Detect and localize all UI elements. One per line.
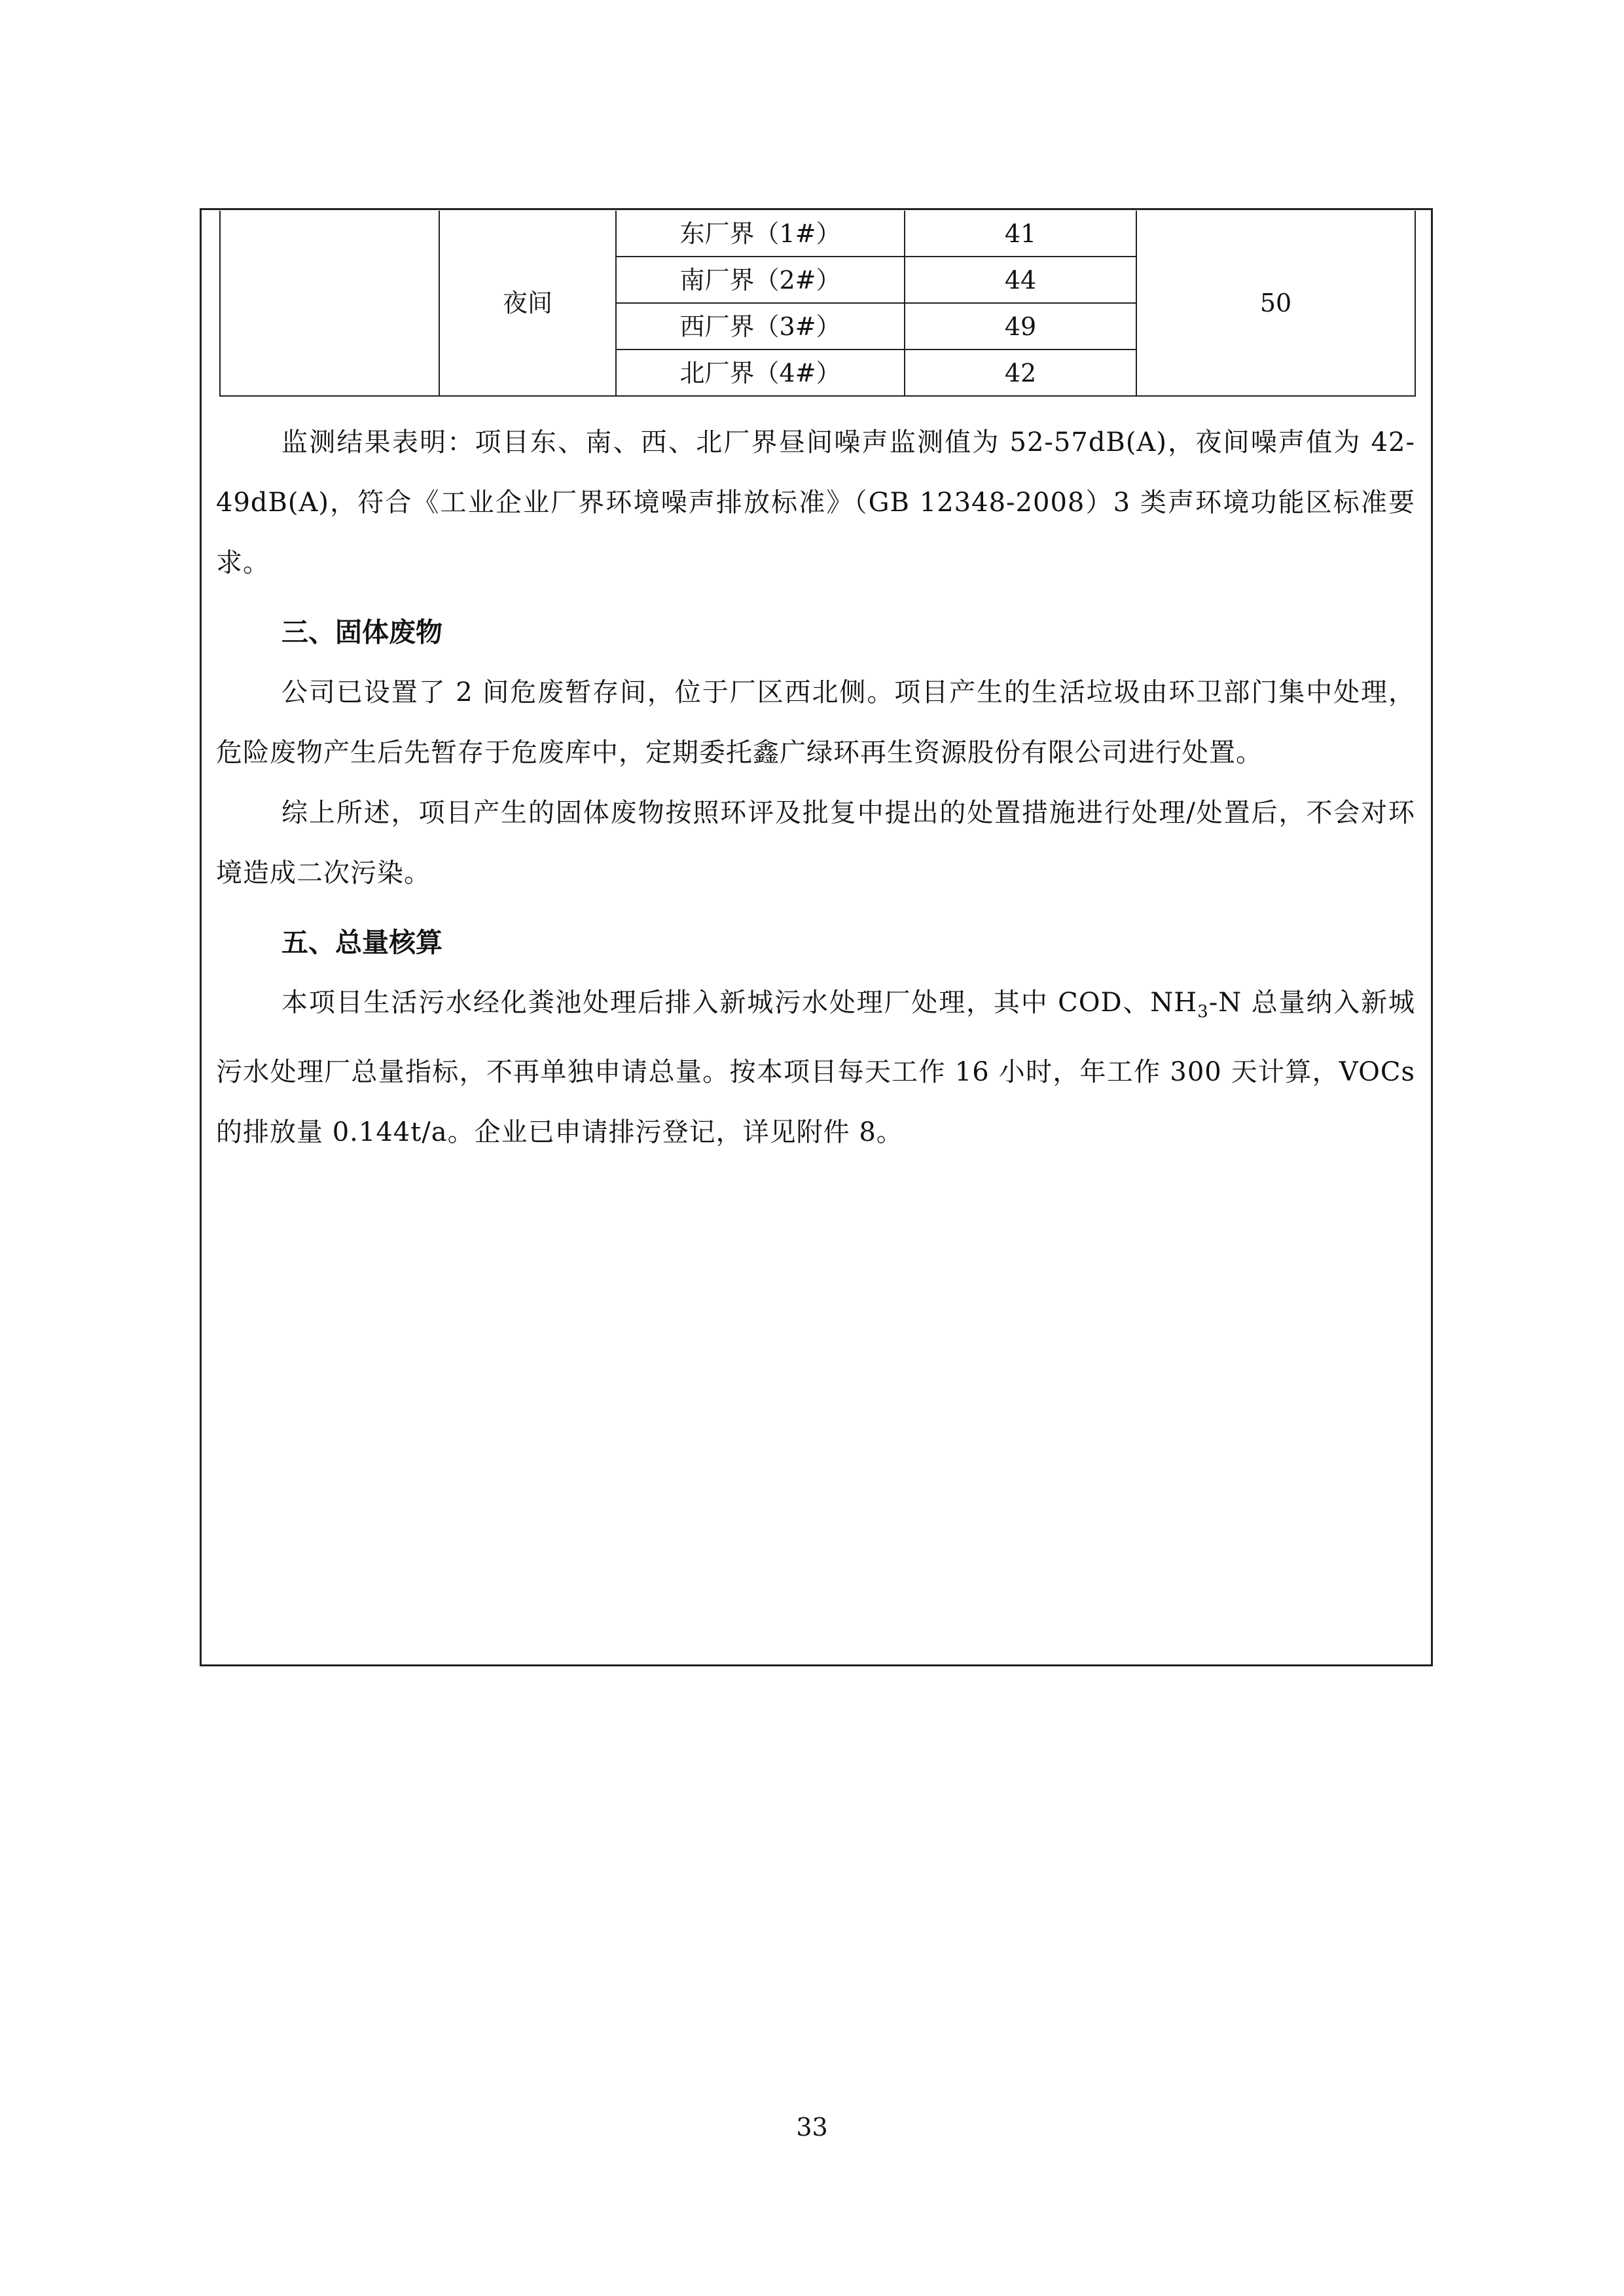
monitoring-point: 东厂界（1#）	[616, 211, 905, 257]
noise-value: 41	[905, 211, 1136, 257]
blank-cell	[220, 211, 439, 396]
noise-value: 42	[905, 350, 1136, 396]
period-cell: 夜间	[439, 211, 616, 396]
subscript-three: 3	[1197, 1002, 1209, 1022]
solid-waste-paragraph: 公司已设置了 2 间危废暂存间，位于厂区西北侧。项目产生的生活垃圾由环卫部门集中处理，危险废物产生后先暂存于危废库中，定期委托鑫广绿环再生资源股份有限公司进行处置。	[216, 677, 1415, 768]
monitoring-point: 西厂界（3#）	[616, 303, 905, 350]
monitoring-point: 南厂界（2#）	[616, 257, 905, 303]
solid-waste-summary-paragraph: 综上所述，项目产生的固体废物按照环评及批复中提出的处置措施进行处理/处置后，不会对环境造成二次污染。	[216, 798, 1415, 888]
table-row	[220, 211, 1415, 257]
section-heading-solid-waste: 三、固体废物	[281, 617, 442, 648]
noise-value: 44	[905, 257, 1136, 303]
night-noise-table	[219, 211, 1416, 397]
noise-conclusion-paragraph: 监测结果表明：项目东、南、西、北厂界昼间噪声监测值为 52-57dB(A)，夜间噪声值为 42-49dB(A)，符合《工业企业厂界环境噪声排放标准》（GB 12348-2008）3 类声环境功能区标准要求。	[216, 427, 1415, 578]
total-amount-text-part2: -N 总量纳入新城污水处理厂总量指标，不再单独申请总量。按本项目每天工作 16 小时，年工作 300 天计算，VOCs 的排放量 0.144t/a。企业已申请排污登记，详见附件 8。	[216, 988, 1415, 1147]
section-heading-total-amount: 五、总量核算	[281, 927, 442, 958]
report-body	[216, 412, 1415, 1162]
monitoring-point: 北厂界（4#）	[616, 350, 905, 396]
noise-value: 49	[905, 303, 1136, 350]
page-number: 33	[796, 2113, 828, 2142]
total-amount-text-part1: 本项目生活污水经化粪池处理后排入新城污水处理厂处理，其中 COD、NH	[281, 988, 1198, 1018]
total-amount-paragraph	[216, 973, 1415, 1162]
standard-limit: 50	[1136, 211, 1415, 396]
